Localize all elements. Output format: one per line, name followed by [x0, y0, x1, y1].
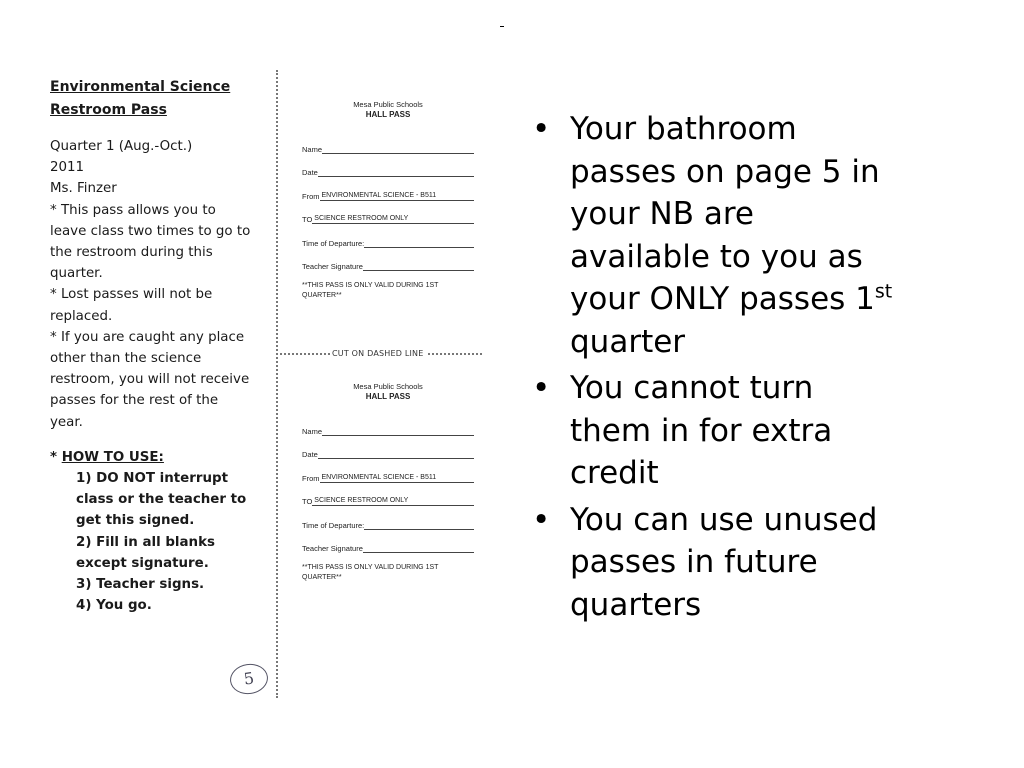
bullet-line: quarter — [570, 323, 686, 360]
step-line: except signature. — [76, 555, 209, 571]
rule-line: the restroom during this — [50, 245, 213, 261]
bullet-item — [528, 108, 968, 363]
pass-note-line: QUARTER** — [302, 574, 342, 581]
hall-pass-1 — [302, 100, 474, 301]
ordinal-suffix: st — [874, 280, 893, 303]
how-to-star: * — [50, 449, 58, 465]
rule-line: year. — [50, 414, 83, 430]
year-text: 2011 — [50, 160, 85, 176]
rule-line: * If you are caught any place — [50, 329, 245, 345]
bullet-item — [528, 367, 968, 495]
rule-line: other than the science — [50, 351, 202, 367]
page-number-circle: 5 — [228, 662, 270, 697]
pass-field-to: TO SCIENCE RESTROOM ONLY — [302, 483, 474, 507]
pass-field-departure: Time of Departure: — [302, 506, 474, 530]
how-to-use-heading — [50, 447, 265, 468]
quarter-text: Quarter 1 (Aug.-Oct.) — [50, 139, 193, 154]
teacher-name: Ms. Finzer — [50, 181, 117, 197]
step-line: 2) Fill in all blanks — [76, 534, 215, 550]
bullet-marker: • — [532, 370, 551, 406]
pass-field-signature: Teacher Signature — [302, 530, 474, 554]
pass-title: HALL PASS — [365, 110, 411, 119]
bullet-line: passes on page 5 in — [570, 153, 880, 190]
bullet-line: Your bathroom — [570, 111, 797, 147]
rule-line: * This pass allows you to — [50, 202, 216, 218]
pass-instructions — [50, 76, 265, 616]
pass-note — [302, 281, 474, 301]
step-line: 3) Teacher signs. — [76, 577, 205, 593]
pass-field-departure: Time of Departure: — [302, 224, 474, 248]
step-line: get this signed. — [76, 513, 195, 529]
pass-field-signature: Teacher Signature — [302, 248, 474, 272]
vertical-cut-line — [276, 70, 278, 698]
bullet-line: quarters — [570, 586, 702, 623]
bullet-marker: • — [532, 111, 551, 147]
bullet-line: your NB are — [570, 196, 755, 232]
rule-line: passes for the rest of the — [50, 393, 219, 409]
pass-note — [302, 563, 474, 583]
pass-field-from: From ENVIRONMENTAL SCIENCE - B511 — [302, 177, 474, 201]
pass-title: HALL PASS — [365, 392, 411, 401]
pass-field-date: Date — [302, 154, 474, 178]
rule-line: restroom, you will not receive — [50, 372, 250, 388]
bullet-item — [528, 499, 968, 627]
bullet-line: passes in future — [570, 544, 818, 580]
rule-line: quarter. — [50, 266, 103, 282]
pass-note-line: **THIS PASS IS ONLY VALID DURING 1ST — [302, 564, 439, 571]
bullet-list — [528, 108, 968, 630]
bullet-line: your ONLY passes 1st — [570, 280, 893, 317]
pass-field-name: Name — [302, 130, 474, 154]
heading-line-1: Environmental Science — [50, 79, 231, 95]
step-line: 4) You go. — [76, 598, 152, 614]
pass-field-name: Name — [302, 412, 474, 436]
pass-org: Mesa Public Schools — [353, 100, 423, 109]
heading-line-2: Restroom Pass — [50, 102, 167, 118]
rule-line: * Lost passes will not be — [50, 287, 213, 303]
step-line: 1) DO NOT interrupt — [76, 471, 228, 487]
pass-note-line: QUARTER** — [302, 292, 342, 299]
hall-pass-2 — [302, 382, 474, 583]
bullet-line: them in for extra — [570, 412, 833, 449]
cut-line-label: CUT ON DASHED LINE — [332, 349, 424, 358]
how-to-label: HOW TO USE: — [61, 449, 164, 465]
pass-org: Mesa Public Schools — [353, 382, 423, 391]
bullet-marker: • — [532, 501, 551, 538]
rule-line: leave class two times to go to — [50, 223, 251, 239]
step-line: class or the teacher to — [76, 492, 247, 508]
bullet-line: credit — [570, 455, 659, 491]
slide-title-mark — [500, 26, 504, 27]
pass-field-from: From ENVIRONMENTAL SCIENCE - B511 — [302, 459, 474, 483]
bullet-line: You cannot turn — [570, 370, 814, 406]
scanned-notebook-page — [40, 68, 490, 700]
bullet-line: You can use unused — [570, 501, 878, 538]
pass-field-date: Date — [302, 436, 474, 460]
rule-line: replaced. — [50, 308, 113, 324]
pass-field-to: TO SCIENCE RESTROOM ONLY — [302, 201, 474, 225]
bullet-line: available to you as — [570, 238, 863, 275]
pass-note-line: **THIS PASS IS ONLY VALID DURING 1ST — [302, 282, 439, 289]
